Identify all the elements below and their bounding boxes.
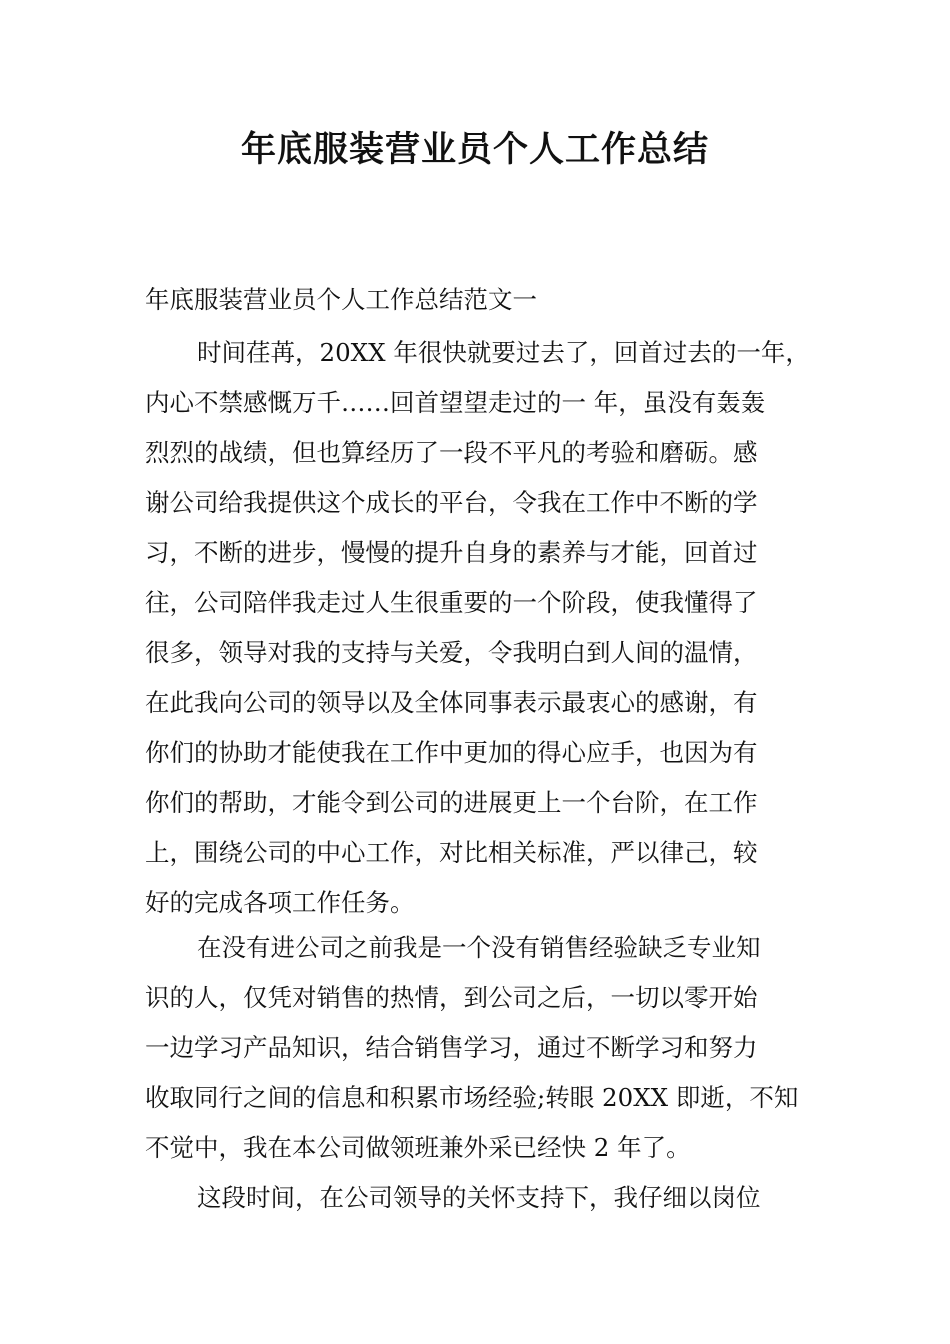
- text-line: 你们的协助才能使我在工作中更加的得心应手，也因为有: [145, 738, 758, 767]
- text-line: 在此我向公司的领导以及全体同事表示最衷心的感谢，有: [145, 688, 758, 717]
- text-line: 这段时间，在公司领导的关怀支持下，我仔细以岗位: [197, 1183, 761, 1212]
- text-line: 习，不断的进步，慢慢的提升自身的素养与才能，回首过: [145, 538, 758, 567]
- text-line: 一边学习产品知识，结合销售学习，通过不断学习和努力: [145, 1033, 758, 1062]
- document-body: [145, 328, 825, 1212]
- text-line: 识的人，仅凭对销售的热情，到公司之后，一切以零开始: [145, 983, 758, 1012]
- text-line: 你们的帮助，才能令到公司的进展更上一个台阶，在工作: [145, 788, 758, 817]
- text-line: 烈烈的战绩，但也算经历了一段不平凡的考验和磨砺。感: [145, 438, 758, 467]
- paragraph-2: [145, 923, 798, 1173]
- text-line: 好的完成各项工作任务。: [145, 888, 415, 917]
- paragraph-1: [145, 328, 825, 928]
- document-title: 年底服装营业员个人工作总结: [240, 130, 709, 170]
- text-line: 时间荏苒，20XX 年很快就要过去了，回首过去的一年，: [197, 338, 810, 367]
- text-line: 收取同行之间的信息和积累市场经验;转眼 20XX 即逝，不知: [145, 1083, 799, 1112]
- paragraph-3: [145, 1173, 761, 1223]
- text-line: 往，公司陪伴我走过人生很重要的一个阶段，使我懂得了: [145, 588, 758, 617]
- text-line: 在没有进公司之前我是一个没有销售经验缺乏专业知: [197, 933, 761, 962]
- text-line: 很多，领导对我的支持与关爱，令我明白到人间的温情，: [145, 638, 758, 667]
- text-line: 上，围绕公司的中心工作，对比相关标准，严以律己，较: [145, 838, 758, 867]
- text-line: 内心不禁感慨万千……回首望望走过的一 年，虽没有轰轰: [145, 388, 766, 417]
- text-line: 谢公司给我提供这个成长的平台，令我在工作中不断的学: [145, 488, 758, 517]
- text-line: 不觉中，我在本公司做领班兼外采已经快 2 年了。: [145, 1133, 691, 1162]
- document-subtitle: 年底服装营业员个人工作总结范文一: [145, 285, 537, 314]
